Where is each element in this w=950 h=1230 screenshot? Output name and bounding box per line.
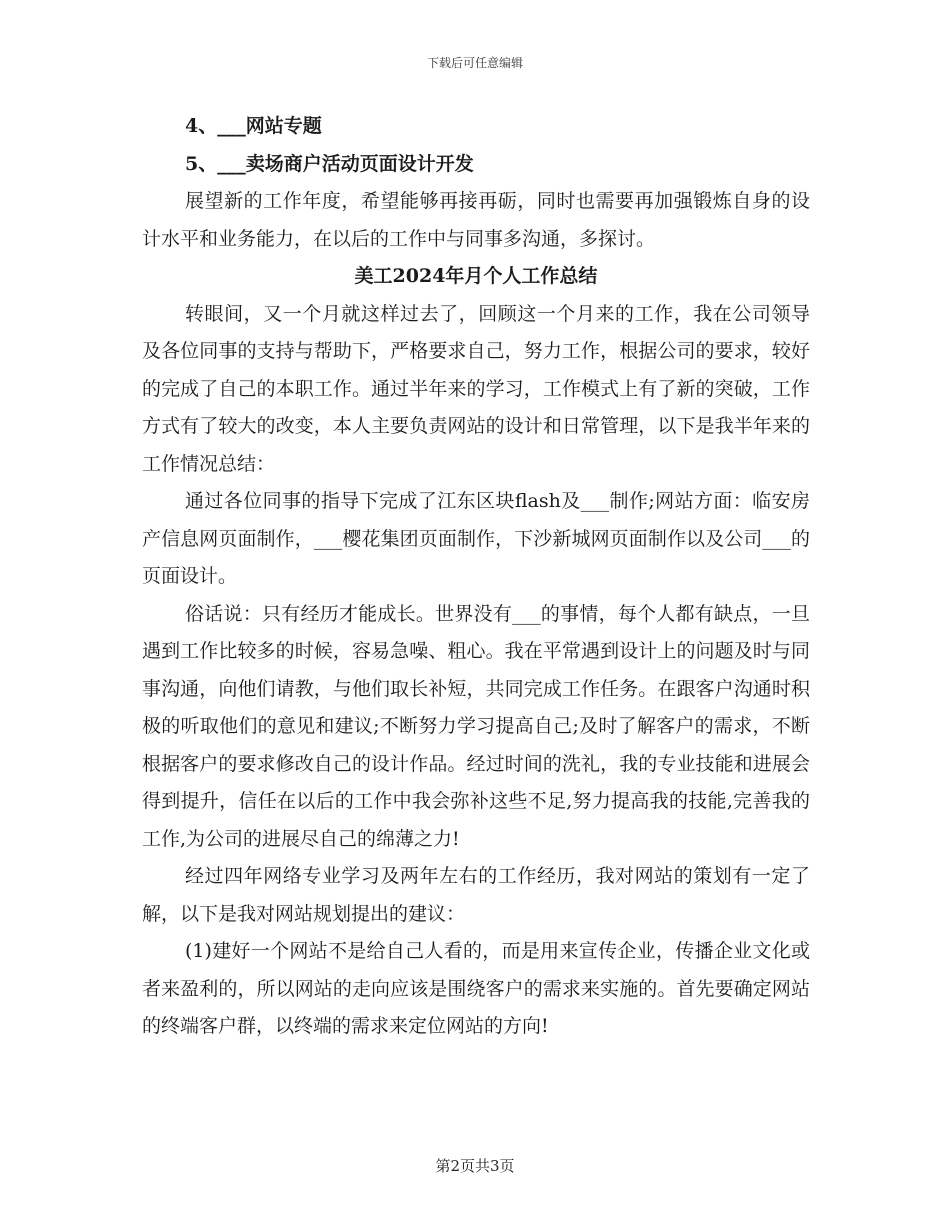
paragraph: 通过各位同事的指导下完成了江东区块flash及___制作;网站方面：临安房产信息网页面制作，___樱花集团页面制作，下沙新城网页面制作以及公司___的页面设计。: [142, 490, 810, 587]
list-item: 5、___卖场商户活动页面设计开发: [185, 152, 474, 175]
paragraph: 经过四年网络专业学习及两年左右的工作经历，我对网站的策划有一定了解，以下是我对网站规划提出的建议：: [142, 865, 810, 925]
paragraph: 俗话说：只有经历才能成长。世界没有___的事情，每个人都有缺点，一旦遇到工作比较多的时候，容易急噪、粗心。我在平常遇到设计上的问题及时与同事沟通，向他们请教，与他们取长补短，共同完成工作任务。在跟客户沟通时积极的听取他们的意见和建议;不断努力学习提高自己;及时了解客户的需求，不断根据客户的要求修改自己的设计作品。经过时间的洗礼，我的专业技能和进展会得到提升，信任在以后的工作中我会弥补这些不足,努力提高我的技能,完善我的工作,为公司的进展尽自己的绵薄之力!: [142, 602, 810, 850]
list-item: 4、___网站专题: [185, 115, 322, 137]
section-title: 美工2024年月个人工作总结: [354, 265, 598, 287]
paragraph: (1)建好一个网站不是给自己人看的，而是用来宣传企业，传播企业文化或者来盈利的，所以网站的走向应该是围绕客户的需求来实施的。首先要确定网站的终端客户群，以终端的需求来定位网站的方向!: [142, 940, 810, 1037]
document-body: [142, 108, 810, 1046]
paragraph: 展望新的工作年度，希望能够再接再砺，同时也需要再加强锻炼自身的设计水平和业务能力，在以后的工作中与同事多沟通，多探讨。: [142, 190, 810, 250]
paragraph: 转眼间，又一个月就这样过去了，回顾这一个月来的工作，我在公司领导及各位同事的支持与帮助下，严格要求自己，努力工作，根据公司的要求，较好的完成了自己的本职工作。通过半年来的学习，工作模式上有了新的突破，工作方式有了较大的改变，本人主要负责网站的设计和日常管理，以下是我半年来的工作情况总结：: [142, 302, 810, 475]
page-header-note: 下载后可任意编辑: [426, 56, 523, 70]
page-number: 第2页共3页: [435, 1157, 515, 1175]
